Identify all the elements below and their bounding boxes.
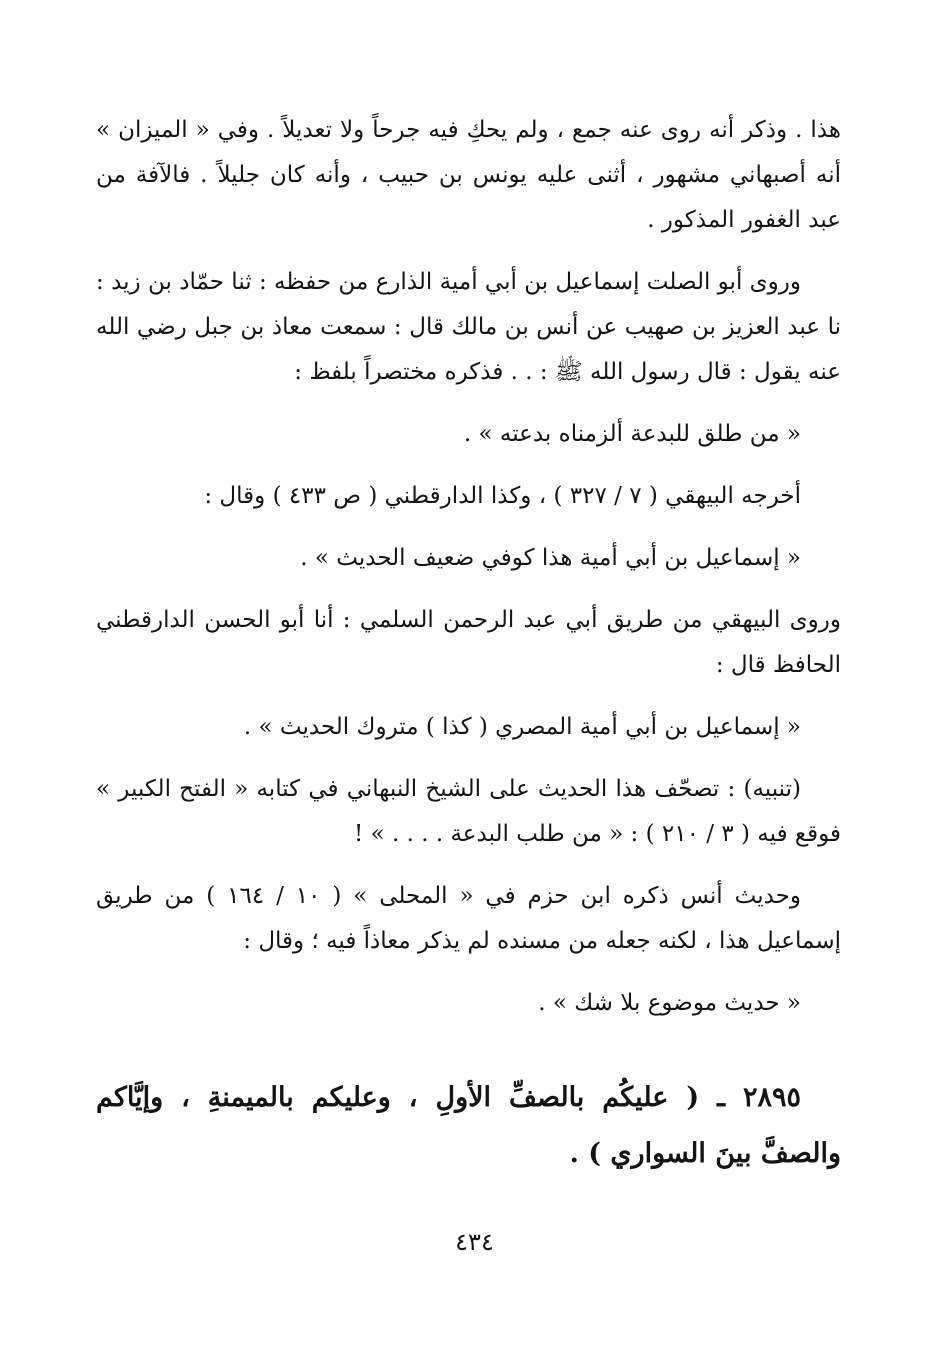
hadith-heading: ٢٨٩٥ ـ ( عليكُم بالصفِّ الأولِ ، وعليكم بالميمنةِ ، وإيَّاكم والصفَّ بينَ السواري ) .: [96, 1082, 841, 1169]
paragraph-1: هذا . وذكر أنه روى عنه جمع ، ولم يحكِ فيه جرحاً ولا تعديلاً . وفي « الميزان » أنه أصبهاني مشهور ، أثنى عليه يونس بن حبيب ، وأنه كان جليلاً . فالآفة من عبد الغفور المذكور .: [96, 117, 841, 233]
paragraph-2: وروى أبو الصلت إسماعيل بن أبي أمية الذارع من حفظه : ثنا حمّاد بن زيد : نا عبد العزيز بن صهيب عن أنس بن مالك قال : سمعت معاذ بن جبل رضي الله عنه يقول : قال رسول الله ﷺ : . . فذكره مختصراً بلفظ :: [96, 269, 841, 385]
paragraph-tanbih: (تنبيه) : تصحّف هذا الحديث على الشيخ النبهاني في كتابه « الفتح الكبير » فوقع فيه ( ٣ / ٢١٠ ) : « من طلب البدعة . . . . » !: [96, 776, 841, 847]
quote-talaq: « من طلق للبدعة ألزمناه بدعته » .: [463, 421, 801, 447]
quote-daraqutni-1: « إسماعيل بن أبي أمية هذا كوفي ضعيف الحديث » .: [300, 545, 801, 571]
quote-daraqutni-2: « إسماعيل بن أبي أمية المصري ( كذا ) متروك الحديث » .: [243, 714, 801, 740]
page-body: [96, 108, 841, 1182]
quote-mawdu: « حديث موضوع بلا شك » .: [538, 990, 801, 1016]
paragraph-bayhaqi: وروى البيهقي من طريق أبي عبد الرحمن السلمي : أنا أبو الحسن الدارقطني الحافظ قال :: [96, 607, 841, 678]
page-number: ٤٣٤: [455, 1228, 494, 1256]
paragraph-ibn-hazm: وحديث أنس ذكره ابن حزم في « المحلى » ( ١٠ / ١٦٤ ) من طريق إسماعيل هذا ، لكنه جعله من مسنده لم يذكر معاذاً فيه ؛ وقال :: [96, 883, 841, 954]
paragraph-takhrij: أخرجه البيهقي ( ٧ / ٣٢٧ ) ، وكذا الدارقطني ( ص ٤٣٣ ) وقال :: [204, 483, 801, 509]
